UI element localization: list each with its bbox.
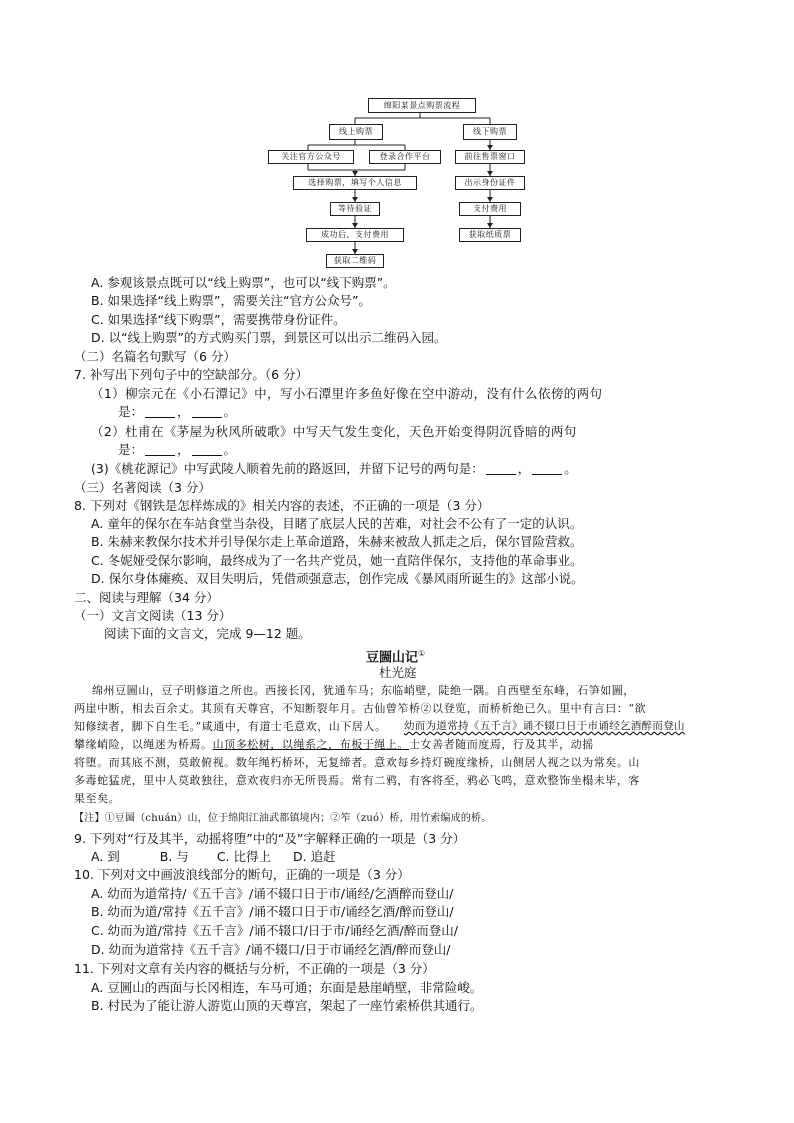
q7-stem: 7. 补写出下列句子中的空缺部分。（6 分） — [74, 367, 309, 382]
answer-blank[interactable] — [145, 443, 175, 456]
passage-title-text: 豆圌山记 — [366, 650, 419, 666]
q7-item3-text: (3)《桃花源记》中写武陵人顺着先前的路返回，并留下记号的两句是： — [91, 461, 484, 476]
q8-option-d: D. 保尔身体瘫痪、双目失明后，凭借顽强意志，创作完成《暴风雨所诞生的》这部小说。 — [91, 571, 584, 586]
q8-option-c: C. 冬妮娅受保尔影响，最终成为了一名共产党员，她一直陪伴保尔，支持他的革命事业。 — [91, 553, 583, 568]
passage-underlined-sentence: 山顶多松树，以绳系之，布板于绳上。 — [212, 738, 409, 751]
login-platform-box: 登录合作平台 — [369, 150, 441, 164]
q10-option-c: C. 幼而为道/常持《五千言》/诵不辍口/日于市/诵经乞酒/醉而登山/ — [91, 923, 458, 938]
q6-option-a: A. 参观该景点既可以“线上购票”，也可以“线下购票”。 — [91, 275, 396, 290]
answer-blank[interactable] — [532, 462, 562, 475]
q7-item1: （1）柳宗元在《小石潭记》中，写小石潭里许多鱼好像在空中游动，没有什么依傍的两句 — [91, 386, 603, 401]
passage-line-5: 将堕。而其底不测，莫敢俯视。数年绳朽桥坏，无复缔者。意欢每乡持灯碗度缘桥，山侧居人视之以为常矣。山 — [74, 756, 640, 769]
q7-item2-prefix: 是： — [118, 442, 144, 457]
section-2-heading: （二）名篇名句默写（6 分） — [74, 349, 236, 364]
success-pay-box: 成功后，支付费用 — [306, 228, 404, 242]
q8-option-a: A. 童年的保尔在车站食堂当杂役，目睹了底层人民的苦难，对社会不公有了一定的认识。 — [91, 516, 583, 531]
q8-option-b: B. 朱赫来教保尔技术并引导保尔走上革命道路，朱赫来被敌人抓走之后，保尔冒险营救。 — [91, 534, 583, 549]
follow-account-box: 关注官方公众号 — [268, 150, 354, 164]
offline-purchase-box: 线下购票 — [463, 124, 517, 140]
passage-line-4 — [74, 736, 594, 753]
section-3-heading: （三）名著阅读（3 分） — [74, 480, 211, 495]
passage-line-7: 果至矣。 — [74, 792, 121, 805]
q6-option-c: C. 如果选择“线下购票”，需要携带身份证件。 — [91, 312, 346, 327]
passage-title-note: ① — [418, 649, 426, 658]
passage-line-3 — [74, 718, 387, 735]
passage-wavy-line-part: 幼而为道常持《五千言》诵不辍口日于市诵经乞酒醉而登山 — [404, 720, 685, 732]
q9-option-b: B. 与 — [159, 849, 189, 864]
q6-option-d: D. 以“线上购票”的方式购买门票，到景区可以出示二维码入园。 — [91, 330, 447, 345]
pay-offline-box: 支付费用 — [459, 202, 521, 216]
passage-line-4-b: 士女善者随而度焉，行及其半，动摇 — [408, 738, 594, 751]
flowchart-connectors — [0, 0, 794, 290]
q7-item2-answer: 是： ， 。 — [118, 442, 237, 457]
passage-line-3-text: 知修续者，脚下自生毛。”咸通中，有道士毛意欢，山下居人。 — [74, 720, 387, 733]
go-window-box: 前往售票窗口 — [455, 150, 525, 164]
passage-line-4-a: 攀缘峭险，以绳迷为桥焉。 — [74, 738, 213, 751]
q10-option-d: D. 幼而为道常持《五千言》/诵不辍口/日于市诵经乞酒/醉而登山/ — [91, 942, 451, 957]
wait-verify-box: 等待验证 — [330, 202, 380, 216]
flowchart-title: 绵阳某景点购票流程 — [368, 98, 476, 113]
reading-instruction: 阅读下面的文言文，完成 9—12 题。 — [104, 626, 311, 641]
part-2-heading: 二、阅读与理解（34 分） — [74, 590, 219, 605]
q9-options — [91, 848, 336, 865]
passage-note: 【注】①豆圌（chuán）山，位于绵阳江油武都镇境内；②笮（zuó）桥，用竹索编成的桥。 — [74, 813, 492, 824]
q7-item3: (3)《桃花源记》中写武陵人顺着先前的路返回，并留下记号的两句是： ， 。 — [91, 461, 577, 476]
get-paper-ticket-box: 获取纸质票 — [459, 228, 521, 242]
q11-stem: 11. 下列对文章有关内容的概括与分析，不正确的一项是（3 分） — [74, 961, 435, 976]
answer-blank[interactable] — [192, 405, 222, 418]
select-ticket-box: 选择购票，填写个人信息 — [293, 176, 417, 190]
passage-line-6: 多毒蛇猛虎，里中人莫敢独往，意欢夜归亦无所畏焉。常有二鸦，有客将至，鸦必飞鸣，意欢整饰坐榻未毕，客 — [74, 774, 640, 787]
passage-line-1: 绵州豆圌山，豆子明修道之所也。西接长冈，犹通车马；东临峭壁，陡绝一隅。自西壁至东峰，石笋如圌， — [92, 684, 635, 697]
q10-option-b: B. 幼而为道/常持《五千言》/诵不辍口日于市/诵经乞酒/醉而登山/ — [91, 904, 454, 919]
answer-blank[interactable] — [145, 405, 175, 418]
q11-option-a: A. 豆圌山的西面与长冈相连，车马可通；东面是悬崖峭壁，非常险峻。 — [91, 980, 483, 995]
q9-stem: 9. 下列对“行及其半，动摇将堕”中的“及”字解释正确的一项是（3 分） — [74, 831, 466, 846]
passage-line-2: 两崖中断，相去百余丈。其顶有天尊宫，不知断裂年月。古仙曾笮桥②以登览，而桥析绝已久。里中有言曰：“欲 — [74, 702, 647, 715]
subsection-1-heading: （一）文言文阅读（13 分） — [74, 608, 232, 623]
q9-option-c: C. 比得上 — [216, 849, 271, 864]
answer-blank[interactable] — [486, 462, 516, 475]
q8-stem: 8. 下列对《钢铁是怎样炼成的》相关内容的表述，不正确的一项是（3 分） — [74, 498, 490, 513]
q7-item1-answer: 是： ， 。 — [118, 404, 237, 419]
passage-author: 杜光庭 — [379, 665, 417, 680]
q10-stem: 10. 下列对文中画波浪线部分的断句，正确的一项是（3 分） — [74, 867, 410, 882]
q7-item1-prefix: 是： — [118, 404, 144, 419]
q9-option-d: D. 追赶 — [293, 849, 336, 864]
answer-blank[interactable] — [192, 443, 222, 456]
q11-option-b: B. 村民为了能让游人游览山顶的天尊宫，架起了一座竹索桥供其通行。 — [91, 998, 483, 1013]
online-purchase-box: 线上购票 — [329, 124, 383, 140]
q10-option-a: A. 幼而为道常持/《五千言》/诵不辍口日于市/诵经/乞酒醉而登山/ — [91, 886, 454, 901]
show-id-box: 出示身份证件 — [455, 176, 525, 190]
q6-option-b: B. 如果选择“线上购票”，需要关注“官方公众号”。 — [91, 293, 371, 308]
q9-option-a: A. 到 — [91, 849, 120, 864]
q7-item2: （2）杜甫在《茅屋为秋风所破歌》中写天气发生变化，天色开始变得阴沉昏暗的两句 — [91, 424, 577, 439]
get-qr-code-box: 获取二维码 — [326, 254, 384, 268]
